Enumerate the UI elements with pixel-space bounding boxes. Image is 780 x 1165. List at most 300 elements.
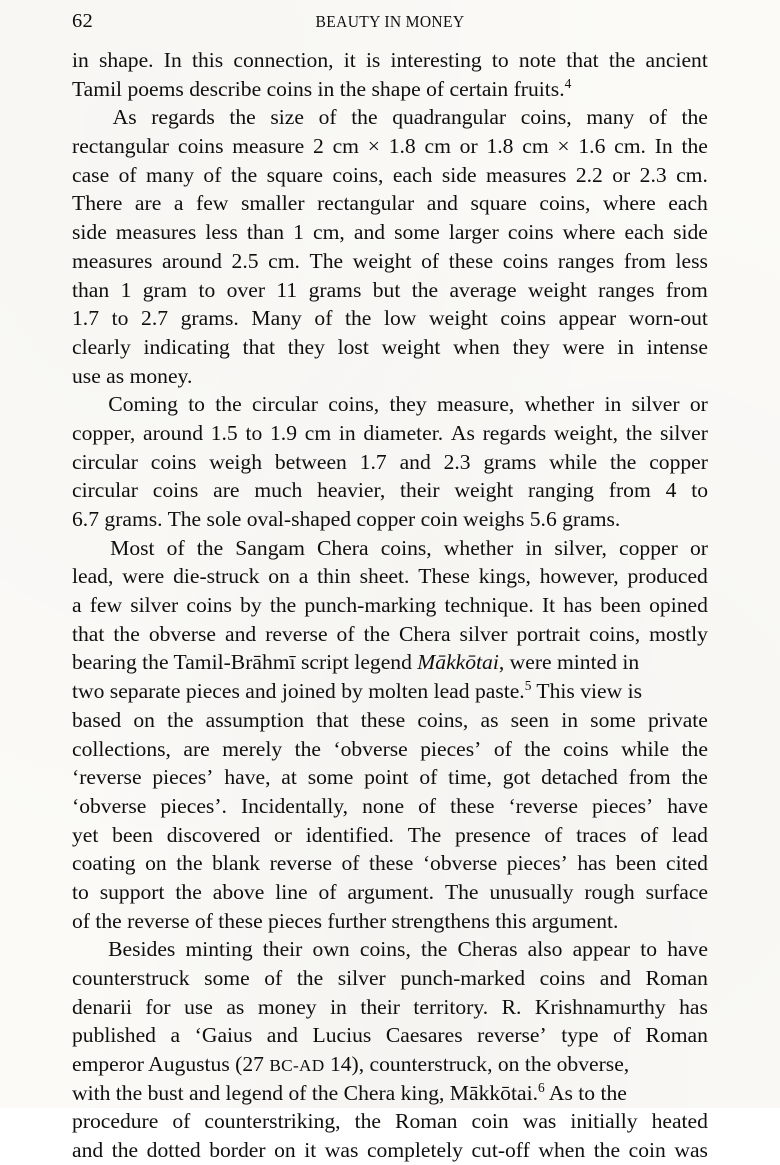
word: each: [392, 162, 433, 187]
word: coins,: [380, 535, 432, 560]
word: or: [612, 162, 631, 187]
word: above: [212, 879, 265, 904]
word: reverse: [265, 621, 328, 646]
word: none: [362, 793, 405, 818]
word: their: [262, 937, 303, 962]
word: the: [176, 851, 203, 876]
word: the: [681, 736, 708, 761]
word: weigh: [209, 449, 263, 474]
word: R.: [501, 994, 522, 1019]
footnote-marker: 4: [564, 75, 572, 91]
word: less: [205, 220, 238, 245]
word: initially: [570, 1109, 638, 1134]
word: type: [561, 1023, 599, 1048]
word: coins,: [520, 105, 572, 130]
word: cm,: [313, 220, 345, 245]
word: or: [459, 134, 478, 159]
word: mostly: [649, 621, 708, 646]
word: dotted: [146, 1138, 201, 1163]
text-line: [72, 763, 708, 792]
word: ‘reverse: [508, 793, 579, 818]
word: circular: [72, 449, 138, 474]
text-line: [72, 620, 708, 649]
word: money: [257, 994, 317, 1019]
word: the: [230, 162, 258, 187]
word: each: [624, 220, 665, 245]
word: while: [549, 449, 598, 474]
word: 1.9: [270, 420, 297, 445]
word: 2: [313, 134, 324, 159]
word: silver: [337, 966, 386, 990]
word: of: [166, 535, 185, 560]
word: the: [215, 392, 242, 417]
word: a: [72, 593, 82, 618]
word: the: [167, 707, 194, 732]
word: yet: [72, 822, 99, 847]
word: these: [368, 851, 414, 876]
word: connection,: [233, 48, 334, 72]
word: of: [421, 248, 440, 273]
word: of: [419, 765, 438, 790]
word: less: [675, 248, 708, 273]
word: from: [665, 277, 708, 302]
word: from: [623, 248, 666, 273]
word: blank: [212, 851, 261, 876]
word: pieces’: [420, 736, 482, 761]
word: the: [681, 105, 708, 130]
word: square: [470, 191, 527, 216]
word: These: [418, 564, 470, 589]
word: to: [188, 392, 205, 417]
word: support: [99, 879, 165, 904]
word: heated: [651, 1109, 708, 1134]
word: to: [640, 937, 658, 962]
word: coins: [502, 248, 549, 273]
word: the: [294, 736, 321, 761]
word: ‘obverse: [422, 851, 498, 876]
word: or: [689, 535, 708, 560]
footnote-marker: 5: [524, 677, 532, 693]
word: Sangam: [235, 535, 305, 560]
word: regards: [482, 420, 547, 445]
word: minting: [185, 937, 253, 962]
word: regards: [151, 105, 215, 130]
word: cm: [522, 134, 549, 159]
paragraph-circular: [72, 390, 708, 533]
word: weight: [454, 478, 514, 503]
word: smaller: [240, 191, 305, 216]
word: Roman: [645, 966, 708, 990]
text-line: [72, 1021, 708, 1050]
word: they: [287, 334, 325, 359]
word: As: [450, 420, 475, 445]
word: was: [324, 1138, 359, 1163]
word: is: [365, 48, 381, 72]
word: the: [175, 879, 202, 904]
word: has: [577, 851, 607, 876]
text-line: [72, 735, 708, 764]
word: 4: [665, 478, 677, 503]
text-line-footnote: [72, 677, 708, 706]
word: sheet.: [359, 564, 410, 589]
text-line: [72, 1136, 708, 1165]
text-line-legend: [72, 648, 708, 677]
word: Besides: [108, 937, 176, 962]
word: their: [360, 994, 400, 1019]
word: merely: [222, 736, 283, 761]
word: been: [615, 851, 657, 876]
paragraph-indent: [72, 390, 98, 419]
word: or: [689, 392, 708, 417]
word: In: [163, 48, 182, 72]
word: 1: [293, 220, 304, 245]
word: by: [240, 593, 262, 618]
word: diameter.: [363, 420, 444, 445]
word: these: [450, 793, 495, 818]
paragraph-shape: [72, 46, 708, 103]
word: weight: [381, 334, 441, 359]
word: it: [343, 48, 356, 72]
word: argument.: [347, 879, 435, 904]
word: cited: [666, 851, 708, 876]
word: when: [453, 334, 500, 359]
word: 2.3: [639, 162, 667, 187]
word: cm: [304, 420, 332, 445]
word: low: [384, 306, 417, 331]
word: measure: [232, 134, 305, 159]
era-smallcaps: BC-AD: [269, 1056, 325, 1076]
word: copper,: [72, 420, 136, 445]
word: grams: [308, 277, 362, 302]
word: grams: [483, 449, 537, 474]
word: counterstruck: [72, 966, 190, 990]
word: of: [172, 1109, 191, 1134]
word: the: [113, 621, 140, 646]
word: the: [609, 449, 637, 474]
word: to: [72, 879, 89, 904]
word: on: [268, 564, 290, 589]
word: Lucius: [312, 1023, 372, 1048]
word: circular: [251, 392, 318, 417]
word: coins,: [589, 621, 641, 646]
paragraph-diestruck: [72, 534, 708, 936]
word: In: [654, 134, 673, 159]
paragraph-size: [72, 103, 708, 390]
word: from: [628, 765, 671, 790]
text-line: use as money.: [72, 363, 193, 388]
word: the: [229, 105, 256, 130]
word: than: [72, 277, 110, 302]
word: appear: [558, 306, 617, 331]
word: time,: [448, 765, 492, 790]
word: on: [133, 707, 155, 732]
word: a: [170, 1023, 181, 1048]
text-line: [72, 189, 708, 218]
word: border: [209, 1138, 266, 1163]
word: coins,: [359, 937, 411, 962]
word: these: [448, 248, 494, 273]
text-line: of the reverse of these pieces further strengthens this argument.: [72, 908, 619, 933]
paragraph-indent: [72, 534, 98, 563]
word: between: [274, 449, 347, 474]
word: punch-marking: [304, 593, 437, 618]
word: Chera: [317, 535, 369, 560]
word: line: [275, 879, 308, 904]
word: as: [480, 707, 499, 732]
word: opined: [649, 593, 708, 618]
word: a: [173, 191, 184, 216]
word: appear: [572, 937, 631, 962]
word: Roman: [645, 1023, 708, 1048]
word: 1.6: [578, 134, 606, 159]
word: lead: [671, 822, 708, 847]
word: some: [394, 220, 440, 245]
line-text: two separate pieces and joined by molten lead paste.: [72, 679, 525, 704]
word: seen: [510, 707, 550, 732]
word: ‘obverse: [72, 793, 147, 818]
text-line: [72, 448, 708, 477]
word: weight,: [553, 420, 619, 445]
word: measure,: [436, 392, 515, 417]
word: discovered: [166, 822, 261, 847]
word: were: [562, 334, 605, 359]
word: side: [441, 162, 477, 187]
word: ‘obverse: [333, 736, 408, 761]
word: cm.: [614, 134, 646, 159]
word: cm.: [268, 248, 300, 273]
word: the: [608, 48, 636, 72]
word: weight: [527, 277, 587, 302]
word: this: [191, 48, 224, 72]
word: on: [145, 851, 167, 876]
legend-tail: , were minted in: [498, 650, 640, 675]
text-line: [72, 161, 708, 190]
word: rectangular: [72, 134, 170, 159]
text-line-footnote: [72, 1079, 708, 1108]
text-line: [72, 390, 708, 419]
word: where: [602, 191, 656, 216]
word: silver: [659, 420, 708, 445]
word: the: [363, 621, 390, 646]
word: ×: [557, 134, 570, 159]
word: the: [196, 535, 224, 560]
word: own: [312, 937, 350, 962]
word: cm: [424, 134, 451, 159]
word: pieces’: [592, 793, 654, 818]
word: while: [621, 736, 670, 761]
word: assumption: [205, 707, 305, 732]
word: coin: [471, 1109, 509, 1134]
text-line: [72, 333, 708, 362]
word: of: [203, 162, 222, 187]
text-line: [72, 1107, 708, 1136]
text-line: [72, 964, 708, 993]
word: 1.7: [72, 306, 99, 331]
word: silver: [130, 593, 179, 618]
word: quadrangular: [392, 105, 507, 130]
word: gram: [142, 277, 188, 302]
word: of: [264, 966, 283, 990]
line-text: emperor Augustus (27: [72, 1052, 270, 1077]
word: cut-off: [471, 1138, 530, 1163]
word: portrait: [516, 621, 581, 646]
word: As: [112, 105, 137, 130]
word: of: [341, 851, 360, 876]
word: silver: [459, 621, 508, 646]
word: measures: [115, 220, 197, 245]
word: over: [226, 277, 266, 302]
word: whether: [443, 535, 514, 560]
word: side: [72, 220, 107, 245]
word: The: [407, 822, 442, 847]
word: The: [309, 248, 344, 273]
word: measures: [486, 162, 567, 187]
word: around: [143, 420, 203, 445]
line-tail: As to the: [544, 1080, 627, 1105]
text-line: [72, 792, 708, 821]
word: has: [679, 994, 708, 1019]
word: 1.7: [359, 449, 387, 474]
word: much: [254, 478, 303, 503]
word: of: [418, 793, 437, 818]
word: lost: [337, 334, 369, 359]
word: based: [72, 707, 122, 732]
word: punch-marked: [400, 966, 526, 990]
word: many: [146, 162, 194, 187]
word: in: [72, 48, 89, 72]
word: 1.5: [210, 420, 238, 445]
word: was: [522, 1109, 557, 1134]
word: pieces’: [152, 765, 214, 790]
word: some: [204, 966, 250, 990]
word: Most: [110, 535, 155, 560]
word: the: [296, 966, 324, 990]
word: to: [691, 478, 708, 503]
word: coins: [563, 736, 609, 761]
word: at: [281, 765, 297, 790]
word: coins: [152, 478, 199, 503]
word: indicating: [143, 334, 230, 359]
word: few: [89, 593, 123, 618]
word: their: [400, 478, 440, 503]
word: cm.: [676, 162, 708, 187]
word: they: [512, 334, 550, 359]
word: in: [330, 994, 347, 1019]
word: around: [161, 248, 222, 273]
text-line: [72, 562, 708, 591]
word: copper: [619, 535, 678, 560]
word: coins: [186, 593, 232, 618]
word: the: [681, 765, 708, 790]
word: some: [307, 765, 354, 790]
word: and: [224, 621, 257, 646]
text-line: [72, 591, 708, 620]
word: Krishnamurthy: [534, 994, 666, 1019]
word: technique.: [444, 593, 534, 618]
word: weight: [429, 306, 488, 331]
word: also: [527, 937, 563, 962]
text-line: [72, 878, 708, 907]
word: 1: [120, 277, 132, 302]
word: 2.3: [443, 449, 471, 474]
word: have: [667, 937, 708, 962]
text-line: [72, 218, 708, 247]
word: of: [336, 621, 355, 646]
word: of: [544, 822, 563, 847]
word: presence: [455, 822, 531, 847]
word: in: [525, 535, 543, 560]
word: were: [122, 564, 165, 589]
word: to: [111, 306, 129, 331]
word: cm: [332, 134, 359, 159]
word: worn-out: [628, 306, 708, 331]
word: completely: [366, 1138, 463, 1163]
word: interesting: [390, 48, 482, 72]
running-title: BEAUTY IN MONEY: [315, 12, 465, 31]
word: reverse: [269, 851, 332, 876]
word: have,: [224, 765, 271, 790]
word: identified.: [305, 822, 394, 847]
word: 1.8: [486, 134, 514, 159]
word: where: [562, 220, 616, 245]
text-line: [72, 46, 708, 75]
word: each: [668, 191, 708, 216]
word: pieces’.: [160, 793, 227, 818]
word: been: [600, 593, 641, 618]
word: shape.: [99, 48, 154, 72]
word: they: [389, 392, 427, 417]
text-line: [72, 706, 708, 735]
word: silver: [631, 392, 680, 417]
word: to: [491, 48, 509, 72]
text-line: [72, 821, 708, 850]
word: case: [72, 162, 110, 187]
word: to: [198, 277, 216, 302]
word: in: [617, 334, 635, 359]
word: it: [304, 1138, 317, 1163]
word: reverse’: [477, 1023, 547, 1048]
word: ranges: [598, 277, 655, 302]
word: rough: [584, 879, 635, 904]
word: of: [612, 1023, 631, 1048]
word: of: [648, 105, 667, 130]
text-line: [72, 534, 708, 563]
line-text: Tamil poems describe coins in the shape of certain fruits.: [72, 76, 565, 101]
word: the: [411, 277, 439, 302]
word: Roman: [395, 1109, 458, 1134]
word: coins: [507, 220, 554, 245]
word: are: [134, 191, 162, 216]
word: from: [608, 478, 651, 503]
word: obverse: [148, 621, 216, 646]
word: coins: [150, 449, 197, 474]
word: unusually: [489, 879, 574, 904]
word: circular: [72, 478, 138, 503]
word: the: [681, 134, 708, 159]
paragraph-indent: [72, 935, 98, 964]
text-line: [72, 993, 708, 1022]
word: ‘Gaius: [194, 1023, 253, 1048]
text-line: [72, 476, 708, 505]
word: however,: [539, 564, 619, 589]
word: the: [351, 105, 378, 130]
word: the: [420, 937, 448, 962]
word: than: [246, 220, 285, 245]
word: or: [274, 822, 292, 847]
word: the: [111, 1138, 139, 1163]
word: size: [270, 105, 304, 130]
word: ×: [367, 134, 380, 159]
